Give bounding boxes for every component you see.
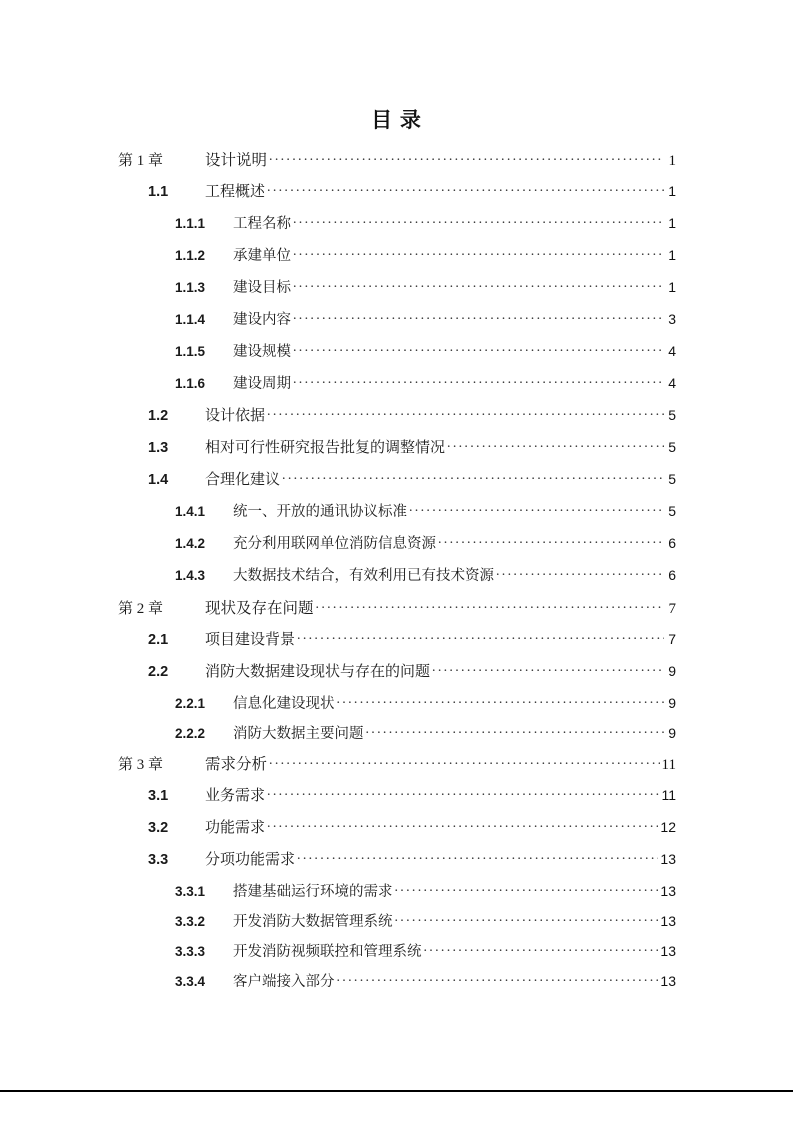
toc-leader-dots (293, 244, 664, 260)
toc-entry-page-number: 7 (668, 601, 676, 617)
toc-leader-dots (297, 628, 664, 644)
toc-leader-dots (293, 276, 664, 292)
toc-entry[interactable] (0, 564, 793, 596)
toc-leader-dots (447, 436, 664, 452)
toc-entry-number: 2.2.1 (175, 696, 206, 711)
toc-entry-page-number: 13 (660, 913, 676, 929)
toc-leader-dots (267, 816, 658, 832)
toc-entry-page-number: 1 (668, 279, 676, 295)
toc-entry-label: 承建单位 (233, 248, 291, 264)
toc-entry-page-number: 6 (668, 567, 676, 583)
toc-leader-dots (293, 212, 664, 228)
toc-entry-page-number: 3 (668, 311, 676, 327)
toc-entry-label: 业务需求 (205, 788, 266, 804)
toc-entry[interactable] (0, 532, 793, 564)
toc-entry-number: 3.3.2 (175, 914, 206, 929)
toc-leader-dots (395, 910, 659, 926)
toc-entry-number: 第 3 章 (118, 757, 164, 773)
toc-entry-page-number: 11 (661, 787, 676, 803)
toc-entry-number: 第 1 章 (118, 153, 164, 169)
toc-entry-label: 功能需求 (205, 820, 266, 836)
toc-entry[interactable] (0, 848, 793, 880)
toc-entry-label: 项目建设背景 (205, 632, 296, 648)
toc-entry-page-number: 4 (668, 343, 676, 359)
toc-leader-dots (395, 880, 659, 896)
toc-entry-number: 3.1 (148, 788, 169, 804)
toc-entry-label: 开发消防视频联控和管理系统 (233, 944, 422, 960)
toc-entry[interactable] (0, 180, 793, 212)
toc-entry-number: 1.1.4 (175, 312, 206, 327)
toc-leader-dots (366, 722, 665, 738)
toc-entry-number: 2.2 (148, 664, 169, 680)
toc-entry-label: 开发消防大数据管理系统 (233, 914, 393, 930)
toc-entry-number: 1.1.6 (175, 376, 206, 391)
toc-leader-dots (297, 848, 658, 864)
toc-entry-page-number: 12 (660, 819, 676, 835)
toc-entry-number: 3.2 (148, 820, 169, 836)
toc-leader-dots (267, 180, 664, 196)
toc-entry-label: 充分利用联网单位消防信息资源 (233, 536, 436, 552)
toc-entry[interactable] (0, 340, 793, 372)
toc-entry-label: 需求分析 (205, 756, 268, 773)
toc-entry-page-number: 1 (668, 247, 676, 263)
toc-entry[interactable] (0, 468, 793, 500)
footer-divider (0, 1090, 793, 1092)
toc-entry[interactable] (0, 816, 793, 848)
toc-entry-page-number: 1 (668, 153, 676, 169)
toc-entry[interactable] (0, 660, 793, 692)
toc-entry[interactable] (0, 436, 793, 468)
toc-entry-label: 消防大数据主要问题 (233, 726, 364, 742)
toc-entry[interactable] (0, 372, 793, 404)
toc-leader-dots (267, 404, 664, 420)
toc-entry-number: 3.3.4 (175, 974, 206, 989)
toc-entry[interactable] (0, 596, 793, 628)
toc-leader-dots (293, 372, 664, 388)
toc-entry-number: 1.4 (148, 472, 169, 488)
toc-entry[interactable] (0, 910, 793, 940)
toc-entry[interactable] (0, 752, 793, 784)
toc-entry-label: 合理化建议 (205, 472, 281, 488)
toc-leader-dots (432, 660, 664, 676)
toc-entry[interactable] (0, 500, 793, 532)
toc-leader-dots (424, 940, 659, 956)
toc-entry-label: 设计依据 (205, 408, 266, 424)
table-of-contents (0, 148, 793, 1000)
toc-entry-label: 工程名称 (233, 216, 291, 232)
toc-entry-page-number: 4 (668, 375, 676, 391)
toc-leader-dots (438, 532, 664, 548)
toc-entry-number: 1.1.5 (175, 344, 206, 359)
toc-entry-number: 1.2 (148, 408, 169, 424)
toc-entry-page-number: 11 (661, 757, 676, 773)
toc-entry-page-number: 1 (668, 183, 676, 199)
toc-entry-label: 建设周期 (233, 376, 291, 392)
toc-entry[interactable] (0, 628, 793, 660)
toc-entry-label: 设计说明 (205, 152, 268, 169)
toc-entry-number: 1.1.2 (175, 248, 206, 263)
toc-entry[interactable] (0, 308, 793, 340)
toc-leader-dots (409, 500, 664, 516)
toc-entry-label: 工程概述 (205, 184, 266, 200)
toc-entry-label: 建设规模 (233, 344, 291, 360)
toc-entry-page-number: 5 (668, 471, 676, 487)
toc-leader-dots (269, 149, 664, 165)
toc-entry-number: 1.1 (148, 184, 169, 200)
toc-entry-label: 建设内容 (233, 312, 291, 328)
toc-entry-label: 消防大数据建设现状与存在的问题 (205, 664, 431, 680)
toc-entry[interactable] (0, 404, 793, 436)
toc-entry-page-number: 5 (668, 407, 676, 423)
toc-entry-label: 相对可行性研究报告批复的调整情况 (205, 440, 446, 456)
toc-leader-dots (293, 308, 664, 324)
toc-entry[interactable] (0, 722, 793, 752)
toc-entry-page-number: 13 (660, 973, 676, 989)
toc-entry-number: 1.4.3 (175, 568, 206, 583)
toc-entry-page-number: 5 (668, 503, 676, 519)
toc-entry-label: 搭建基础运行环境的需求 (233, 884, 393, 900)
toc-entry-page-number: 9 (668, 725, 676, 741)
toc-entry-number: 2.1 (148, 632, 169, 648)
page-title: 目 录 (371, 109, 422, 132)
toc-leader-dots (337, 970, 659, 986)
toc-entry[interactable] (0, 784, 793, 816)
toc-entry-page-number: 13 (660, 943, 676, 959)
toc-entry-number: 3.3 (148, 852, 169, 868)
toc-leader-dots (282, 468, 664, 484)
toc-entry-page-number: 9 (668, 663, 676, 679)
toc-entry-label: 现状及存在问题 (205, 600, 314, 617)
toc-entry-number: 3.3.1 (175, 884, 206, 899)
toc-entry-number: 1.1.3 (175, 280, 206, 295)
toc-entry-number: 3.3.3 (175, 944, 206, 959)
toc-entry-label: 客户端接入部分 (233, 974, 335, 990)
toc-entry[interactable] (0, 148, 793, 180)
toc-entry-page-number: 5 (668, 439, 676, 455)
toc-entry-label: 统一、开放的通讯协议标准 (233, 504, 407, 520)
toc-leader-dots (337, 692, 665, 708)
toc-entry[interactable] (0, 212, 793, 244)
toc-leader-dots (267, 784, 659, 800)
toc-entry-number: 1.4.2 (175, 536, 206, 551)
toc-entry-label: 信息化建设现状 (233, 696, 335, 712)
toc-leader-dots (269, 753, 660, 769)
toc-entry-number: 1.4.1 (175, 504, 206, 519)
toc-entry[interactable] (0, 244, 793, 276)
toc-entry[interactable] (0, 276, 793, 308)
toc-entry[interactable] (0, 692, 793, 722)
toc-entry-page-number: 1 (668, 215, 676, 231)
toc-entry-number: 第 2 章 (118, 601, 164, 617)
toc-leader-dots (316, 597, 664, 613)
toc-entry-page-number: 7 (668, 631, 676, 647)
toc-entry-number: 2.2.2 (175, 726, 206, 741)
toc-entry-page-number: 13 (660, 883, 676, 899)
toc-entry-page-number: 9 (668, 695, 676, 711)
toc-entry-label: 建设目标 (233, 280, 291, 296)
toc-entry[interactable] (0, 940, 793, 970)
toc-entry-page-number: 13 (660, 851, 676, 867)
toc-entry[interactable] (0, 970, 793, 1000)
toc-entry-number: 1.3 (148, 440, 169, 456)
toc-entry-number: 1.1.1 (175, 216, 206, 231)
toc-leader-dots (293, 340, 664, 356)
toc-leader-dots (496, 564, 664, 580)
toc-entry-label: 大数据技术结合，有效利用已有技术资源 (233, 568, 494, 584)
toc-entry-label: 分项功能需求 (205, 852, 296, 868)
toc-entry[interactable] (0, 880, 793, 910)
toc-entry-page-number: 6 (668, 535, 676, 551)
